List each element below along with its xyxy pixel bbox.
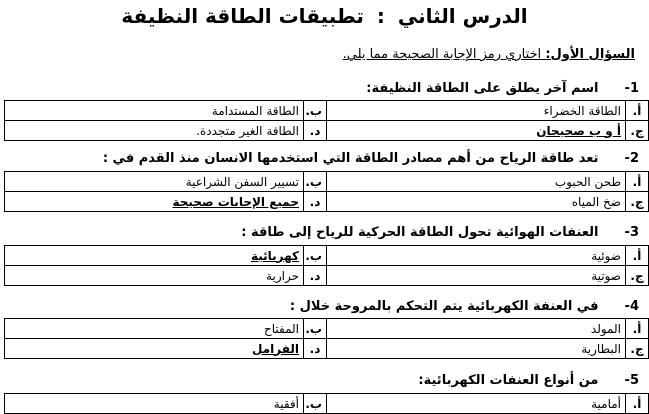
options-table-1 (4, 100, 649, 141)
lesson-topic: تطبيقات الطاقة النظيفة (121, 4, 364, 28)
question-text: العنفات الهوائية تحول الطاقة الحركية للرياح إلى طاقة : (241, 225, 599, 240)
option-text[interactable]: الطاقة المستدامة (5, 101, 304, 121)
option-letter: ب. (304, 246, 327, 266)
option-text[interactable]: البطارية (327, 339, 626, 359)
option-letter: ب. (304, 319, 327, 339)
question-2 (1, 150, 639, 168)
table-row (5, 394, 649, 414)
option-letter: د. (304, 192, 327, 212)
option-letter: د. (304, 339, 327, 359)
question-4 (1, 298, 639, 316)
option-text-correct[interactable]: كهربائية (5, 246, 304, 266)
title-separator: : (376, 4, 385, 28)
options-table-5 (4, 393, 649, 414)
question-text: في العنفة الكهربائية يتم التحكم بالمروحة خلال : (289, 299, 599, 314)
question-text: تعد طاقة الرياح من أهم مصادر الطاقة التي استخدمها الانسان منذ القدم في : (102, 151, 599, 166)
table-row (5, 246, 649, 266)
question-number: 5- (624, 373, 639, 388)
question-number: 4- (624, 299, 639, 314)
question-3 (1, 224, 639, 242)
options-table-4 (4, 318, 649, 359)
options-table-3 (4, 245, 649, 286)
table-row (5, 172, 649, 192)
option-letter: ب. (304, 101, 327, 121)
option-letter: أ. (626, 319, 649, 339)
option-text-correct[interactable]: الفرامل (5, 339, 304, 359)
option-letter: أ. (626, 101, 649, 121)
table-row (5, 101, 649, 121)
option-text[interactable]: الطاقة الخضراء (327, 101, 626, 121)
option-text[interactable]: ضوئية (327, 246, 626, 266)
option-letter: ج. (626, 339, 649, 359)
table-row (5, 192, 649, 212)
lesson-label: الدرس الثاني (397, 4, 528, 28)
option-text[interactable]: المولد (327, 319, 626, 339)
option-letter: أ. (626, 246, 649, 266)
option-letter: ب. (304, 394, 327, 414)
question-text: من أنواع العنفات الكهربائية: (418, 373, 599, 388)
option-letter: ج. (626, 266, 649, 286)
option-text[interactable]: المفتاح (5, 319, 304, 339)
option-text[interactable]: صوتية (327, 266, 626, 286)
option-letter: أ. (626, 172, 649, 192)
options-table-2 (4, 171, 649, 212)
option-text[interactable]: الطاقة الغير متجددة. (5, 121, 304, 141)
table-row (5, 266, 649, 286)
option-text[interactable]: ضخ المياه (327, 192, 626, 212)
table-row (5, 339, 649, 359)
table-row (5, 319, 649, 339)
option-letter: د. (304, 121, 327, 141)
section-instruction: اختاري رمز الإجابة الصحيحة مما يلي. (342, 47, 542, 62)
option-text-correct[interactable]: أ و ب صحيحان (327, 121, 626, 141)
option-letter: ج. (626, 192, 649, 212)
section-heading (343, 46, 635, 64)
option-letter: د. (304, 266, 327, 286)
option-letter: ب. (304, 172, 327, 192)
question-5 (1, 372, 639, 390)
option-text-correct[interactable]: جميع الإجابات صحيحة (5, 192, 304, 212)
option-letter: أ. (626, 394, 649, 414)
question-number: 3- (624, 225, 639, 240)
option-letter: ج. (626, 121, 649, 141)
question-1 (1, 80, 639, 98)
option-text[interactable]: تسيير السفن الشراعية (5, 172, 304, 192)
table-row (5, 121, 649, 141)
question-number: 1- (624, 81, 639, 96)
option-text[interactable]: أمامية (327, 394, 626, 414)
option-text[interactable]: حرارية (5, 266, 304, 286)
section-heading-label: السؤال الأول: (545, 47, 635, 62)
question-text: اسم آخر يطلق على الطاقة النظيفة: (366, 81, 599, 96)
option-text[interactable]: أفقية (5, 394, 304, 414)
question-number: 2- (624, 151, 639, 166)
page-title (0, 2, 649, 30)
option-text[interactable]: طحن الحبوب (327, 172, 626, 192)
